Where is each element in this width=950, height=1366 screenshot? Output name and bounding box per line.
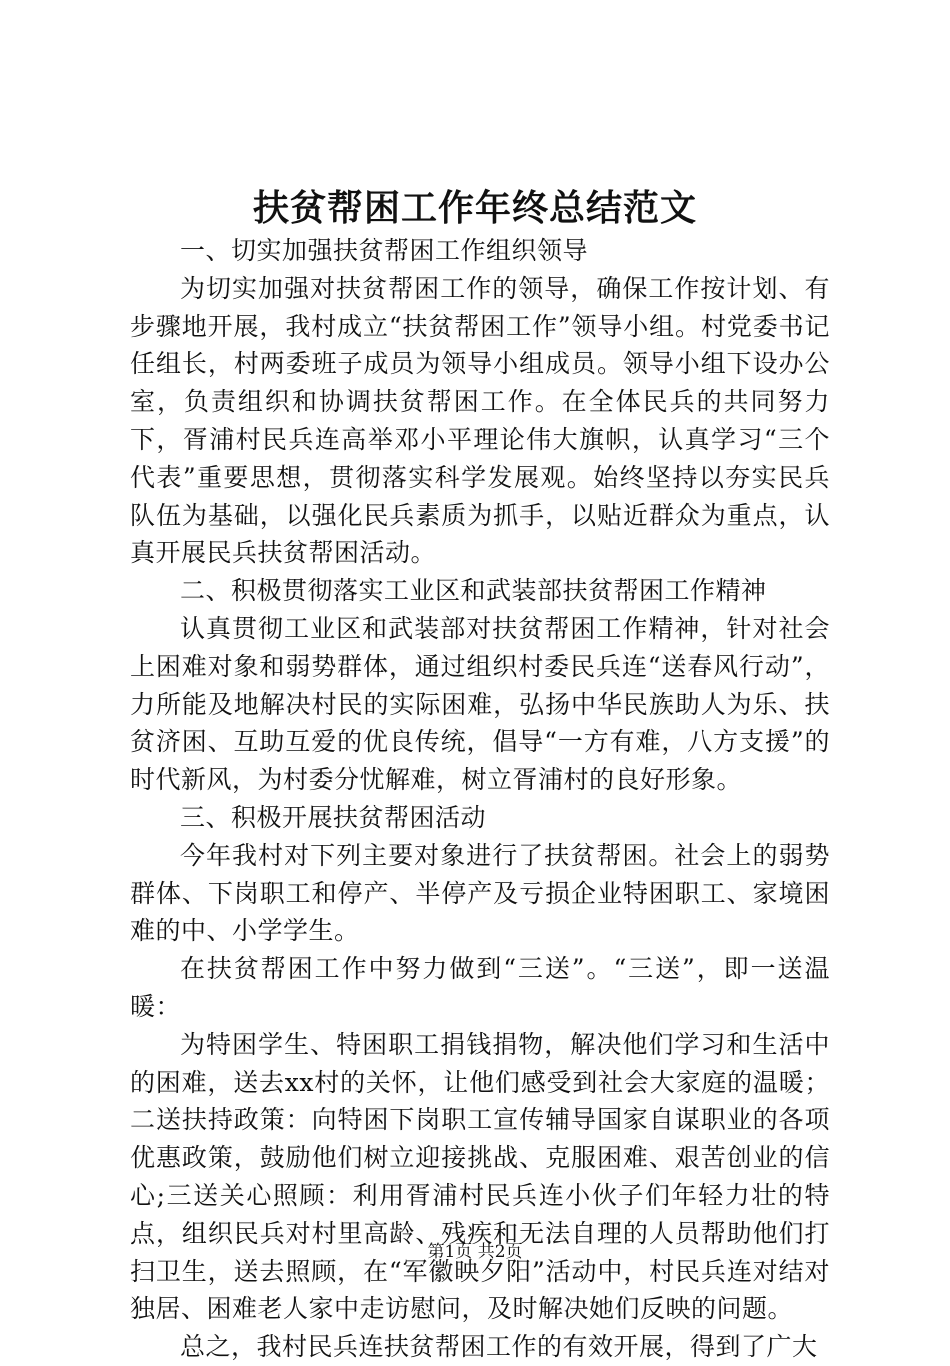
document-body [130,232,830,1366]
paragraph-6: 总之，我村民兵连扶贫帮困工作的有效开展，得到了广大 [180,1332,818,1362]
paragraph-3: 今年我村对下列主要对象进行了扶贫帮困。社会上的弱势群体、下岗职工和停产、半停产及亏损企业特困职工、家境困难的中、小学学生。 [130,840,830,946]
paragraph-2: 认真贯彻工业区和武装部对扶贫帮困工作精神，针对社会上困难对象和弱势群体，通过组织村委民兵连“送春风行动”，力所能及地解决村民的实际困难，弘扬中华民族助人为乐、扶贫济困、互助互爱的优良传统，倡导“一方有难，八方支援”的时代新风，为村委分忧解难，树立胥浦村的良好形象。 [130,613,830,795]
paragraph-4: 在扶贫帮困工作中努力做到“三送”。“三送”，即一送温暖： [130,954,830,1021]
section-heading-3: 三、积极开展扶贫帮困活动 [180,802,487,832]
section-heading-2: 二、积极贯彻落实工业区和武装部扶贫帮困工作精神 [180,576,767,606]
section-heading-1: 一、切实加强扶贫帮困工作组织领导 [180,236,589,265]
paragraph-5: 为特困学生、特困职工捐钱捐物，解决他们学习和生活中的困难，送去xx村的关怀，让他们感受到社会大家庭的温暖；二送扶持政策：向特困下岗职工宣传辅导国家自谋职业的各项优惠政策，鼓励他们树立迎接挑战、克服困难、艰苦创业的信心;三送关心照顾：利用胥浦村民兵连小伙子们年轻力壮的特点，组织民兵对村里高龄、残疾和无法自理的人员帮助他们打扫卫生，送去照顾，在“军徽映夕阳”活动中，村民兵连对结对独居、困难老人家中走访慰问，及时解决她们反映的问题。 [130,1029,830,1324]
paragraph-1: 为切实加强对扶贫帮困工作的领导，确保工作按计划、有步骤地开展，我村成立“扶贫帮困工作”领导小组。村党委书记任组长，村两委班子成员为领导小组成员。领导小组下设办公室，负责组织和协调扶贫帮困工作。在全体民兵的共同努力下，胥浦村民兵连高举邓小平理论伟大旗帜，认真学习“三个代表”重要思想，贯彻落实科学发展观。始终坚持以夯实民兵队伍为基础，以强化民兵素质为抓手，以贴近群众为重点，认真开展民兵扶贫帮困活动。 [130,273,830,568]
page-number-footer: 第1页 共2页 [427,1242,523,1262]
document-title: 扶贫帮困工作年终总结范文 [252,187,697,229]
